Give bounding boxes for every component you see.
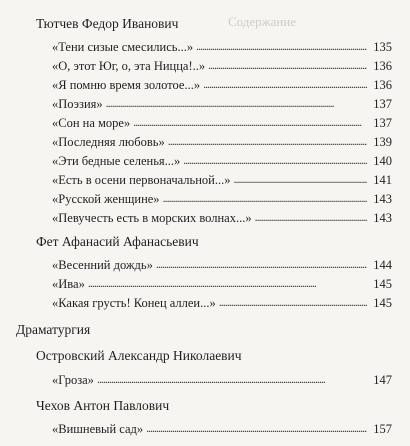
entry-page: 136	[373, 78, 392, 92]
toc-entry[interactable]	[52, 258, 392, 273]
leader-dots	[88, 276, 367, 291]
leader-dots	[106, 96, 367, 111]
entry-page: 143	[373, 211, 392, 225]
leader-dots	[133, 115, 367, 130]
entry-title: «Тени сизые смесились...»	[52, 40, 194, 54]
entry-page: 145	[373, 277, 392, 291]
author-name: Тютчев Федор Иванович	[36, 16, 179, 31]
author-name: Фет Афанасий Афанасьевич	[36, 234, 199, 249]
entry-page: 137	[373, 97, 392, 111]
entry-title: «Гроза»	[52, 373, 94, 387]
entry-page: 144	[373, 258, 392, 272]
entry-title: «Есть в осени первоначальной...»	[52, 173, 231, 187]
toc-entry[interactable]	[52, 211, 392, 226]
toc-entry[interactable]	[52, 277, 392, 292]
toc-entry[interactable]	[52, 116, 392, 131]
author-name: Чехов Антон Павлович	[36, 398, 170, 413]
leader-dots	[168, 134, 367, 149]
author-name: Островский Александр Николаевич	[36, 348, 242, 363]
entry-page: 135	[373, 40, 392, 54]
leader-dots	[183, 153, 367, 168]
toc-entry[interactable]	[52, 78, 392, 93]
entry-title: «Я помню время золотое...»	[52, 78, 201, 92]
entry-title: «О, этот Юг, о, эта Ницца!..»	[52, 59, 206, 73]
entry-title: «Ива»	[52, 277, 85, 291]
leader-dots	[255, 210, 367, 225]
toc-entry[interactable]	[52, 154, 392, 169]
entry-page: 157	[373, 422, 392, 436]
toc-entry[interactable]	[52, 135, 392, 150]
leader-dots	[234, 172, 368, 187]
leader-dots	[156, 257, 367, 272]
entry-title: «Сон на море»	[52, 116, 131, 130]
leader-dots	[196, 39, 367, 54]
author-ostrovsky	[36, 348, 242, 364]
entry-page: 141	[373, 173, 392, 187]
section-heading-drama	[16, 322, 90, 338]
leader-dots	[97, 372, 367, 387]
toc-entry[interactable]	[52, 373, 392, 388]
leader-dots	[163, 191, 367, 206]
section-title: Драматургия	[16, 322, 91, 337]
entry-title: «Вишневый сад»	[52, 422, 144, 436]
toc-entry[interactable]	[52, 296, 392, 311]
author-tyutchev	[36, 16, 178, 32]
entry-title: «Весенний дождь»	[52, 258, 153, 272]
toc-entry[interactable]	[52, 97, 392, 112]
toc-entry[interactable]	[52, 59, 392, 74]
toc-entry[interactable]	[52, 192, 392, 207]
entry-page: 136	[373, 59, 392, 73]
entry-page: 140	[373, 154, 392, 168]
leader-dots	[203, 77, 367, 92]
entry-page: 137	[373, 116, 392, 130]
author-fet	[36, 234, 199, 250]
toc-entry[interactable]	[52, 173, 392, 188]
author-chekhov	[36, 398, 169, 414]
entry-title: «Русской женщине»	[52, 192, 160, 206]
entry-title: «Поэзия»	[52, 97, 103, 111]
entry-title: «Певучесть есть в морских волнах...»	[52, 211, 252, 225]
entry-title: «Последняя любовь»	[52, 135, 165, 149]
entry-page: 139	[373, 135, 392, 149]
leader-dots	[146, 421, 367, 436]
toc-entry[interactable]	[52, 422, 392, 437]
leader-dots	[219, 295, 367, 310]
entry-title: «Эти бедные селенья...»	[52, 154, 181, 168]
entry-title: «Какая грусть! Конец аллеи...»	[52, 296, 216, 310]
entry-page: 145	[373, 296, 392, 310]
entry-page: 143	[373, 192, 392, 206]
toc-entry[interactable]	[52, 40, 392, 55]
leader-dots	[208, 58, 367, 73]
entry-page: 147	[373, 373, 392, 387]
bleed-through-heading: Содержание	[228, 14, 297, 29]
